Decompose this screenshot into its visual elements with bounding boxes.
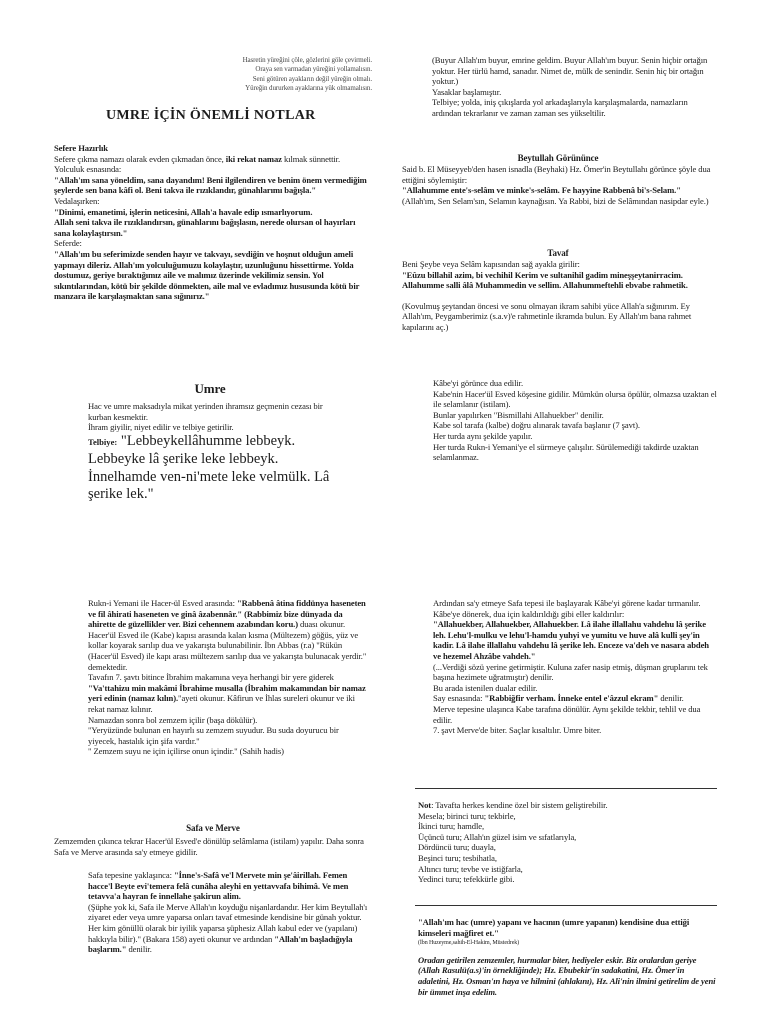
tavaf-section [402, 259, 720, 333]
telbiye-text: "Lebbeykellâhumme lebbeyk. Lebbeyke lâ şerike leke lebbeyk. İnnelhamde ven-ni'mete leke velmülk. Lâ şerike lek." [88, 432, 330, 503]
note-line: Mesela; birinci turu; tekbirle, [418, 810, 516, 821]
hadith-source: (İbn Huzeyme,sahih-El-Hakim, Müstedrek) [418, 940, 520, 947]
page-title: UMRE İÇİN ÖNEMLİ NOTLAR [106, 108, 316, 123]
beytullah-prayer: "Allahumme ente's-selâm ve minke's-selâm. Fe hayyine Rabbenâ bi's-Selam." [402, 185, 681, 196]
sefere-prayer: Allah seni takva ile rızıklandırsın, günahlarını bağışlasın, nerede olursan ol hayırları sana kolaylaştırsın." [54, 217, 356, 238]
sai-text: Ardından sa'y etmeye Safa tepesi ile başlayarak Kâbe'yi görene kadar tırmanılır. Kâbe'ye dönerek, dua için kaldırıldığı gibi eller kaldırılır: [433, 598, 701, 619]
sai-meaning: (...Verdiği sözü yerine getirmiştir. Kuluna zafer nasip etmiş, düşman gruplarını tek başına hezimete uğratmıştır) denilir. [433, 661, 708, 683]
tavaf-step: Bunlar yapılırken "Bismillahi Allahuekber" denilir. [433, 409, 604, 420]
telbiye-label: Telbiye: [88, 436, 118, 447]
beytullah-meaning: (Allah'ım, Sen Selam'sın, Selamın kaynağısın. Ya Rabbi, bizi de Selâmından nasipdar eyle.) [402, 195, 709, 206]
telbiye [88, 433, 344, 504]
sai-section [433, 598, 718, 736]
hadith-section [418, 917, 716, 997]
beytullah-text: Said b. El Müseyyeb'den hasen isnadla (Beyhaki) Hz. Ömer'in Beytullahı görünce şöyle dua ettiğini söylemiştir: [402, 164, 711, 185]
zemzem-hadith: " Zemzem suyu ne için içilirse onun içindir." (Sahih hadis) [88, 746, 284, 757]
rukn-section [88, 598, 368, 757]
note-line: İkinci turu; hamdle, [418, 821, 485, 832]
sefere-prayer: "Allah'ım sana yöneldim, sana dayandım! Beni ilgilendiren ve benim önem vermediğim şeylerde sen bana kâfi ol. Beni takva ile rızıklandır, günahlarımı bağışla." [54, 174, 367, 196]
note-line: Altıncı turu; tevbe ve istiğfarla, [418, 863, 523, 874]
sefere-text: Seferde: [54, 238, 82, 249]
sefere-text: Sefere çıkma namazı olarak evden çıkmadan önce, iki rekat namaz kılmak sünnettir. [54, 153, 341, 164]
multezem-text: Hacer'ül Esved ile (Kabe) kapısı arasında kalan kısma (Mültezem) göğüs, yüz ve kollar koyarak sarılıp dua ve yakarışta bulunabilinir. İbn Abbas (r.a) "Rükün (Hacer'ül Esved) ile kapı arası mültezem sarılıp dua ve yakarışta bulunacak yerdir." demektedir. [88, 629, 367, 672]
beytullah-section [402, 164, 714, 206]
sai-prayer: "Allahuekber, Allahuekber, Allahuekber. Lâ ilahe illallahu vahdehu lâ şerike leh. Lehu'l-mulku ve lehu'l-hamdu yuhyi ve yumitu ve huve alâ kulli şey'in kadir. Lâ ilahe illallahu vahdehu lâ şerike leh. Enceze va'deh ve nasara abdeh ve hezemel Ahzâbe vahdeh." [433, 619, 709, 661]
beytullah-heading: Beytullah Görününce [517, 153, 599, 163]
tavaf-step: Her turda Rukn-i Yemani'ye el sürmeye çalışılır. Sürülemediği takdirde uzaktan selamlanmaz. [433, 441, 699, 463]
umre-text: İhram giyilir, niyet edilir ve telbiye getirilir. [88, 422, 234, 433]
umre-text: Hac ve umre maksadıyla mikat yerinden ihramsız geçmenin cezası bir kurban kesmektir. [88, 401, 323, 422]
sefere-text: Yolculuk esnasında: [54, 164, 122, 175]
sefere-prayer: "Allah'ım bu seferimizde senden hayır ve takvayı, sevdiğin ve hoşnut olduğun ameli yapmayı dileriz. Allah'ım yolculuğumuzu kolaylaştır, uzunluğunu hissettirme. Yolda dostumuz, geriye bıraktığımız aile ve malımız üzerinde vekilimiz sensin. Yol sıkıntılarından, kötü bir şekilde dönmekten, aile mal ve evladımız hususunda kötü bir manzara ile karşılaşmaktan sana sığınırız." [54, 248, 360, 302]
note-intro: Not: Tavafta herkes kendine özel bir sistem geliştirebilir. [418, 800, 608, 810]
zemzem-hadith: "Yeryüzünde bulunan en hayırlı su zemzem suyudur. Bu suda doyurucu bir yiyecek, hastalık için şifa vardır." [88, 725, 339, 746]
sai-text: Merve tepesine ulaşınca Kabe tarafına dönülür. Aynı şekilde tekbir, tehlil ve dua edilir. [433, 703, 701, 725]
safa-section [88, 870, 370, 955]
zemzem-text: Namazdan sonra bol zemzem içilir (başa dökülür). [88, 714, 258, 725]
safa-text: Zemzemden çıkınca tekrar Hacer'ül Esved'e dönülüp selâmlama (istilam) yapılır. Daha sonra Safa ve Merve arasında sa'y etmeye gidilir. [54, 836, 364, 857]
sai-text: Bu arada istenilen dualar edilir. [433, 682, 538, 693]
tavaf-step: Kabe sol tarafa (kalbe) doğru alınarak tavafa başlanır (7 şavt). [433, 420, 640, 431]
tavaf-prayer: "Eûzu billahil azim, bi vechihil Kerim ve sultanihil gadim mineşşeytanirracim. [402, 269, 683, 280]
tavaf-meaning: (Kovulmuş şeytandan öncesi ve sonu olmayan ikram sahibi yüce Allah'a sığınırım. Ey Allah'ım, Peygamberimiz (s.a.v)'e rahmetinle ikramda bulun. Ey Allah'ım bana rahmet kapılarını aç.) [402, 300, 692, 332]
tavaf-heading: Tavaf [547, 248, 569, 258]
divider [415, 905, 717, 906]
poem-line: Yüreğin dururken ayaklarına yük olmamalısın. [245, 84, 372, 93]
tavaf-steps [433, 378, 718, 463]
sai-text: 7. şavt Merve'de biter. Saçlar kısaltılır. Umre biter. [433, 725, 602, 736]
hadith-quote: "Allah'ım hac (umre) yapanı ve hacının (umre yapanın) kendisine dua ettiği kimseleri mağfiret et." [418, 917, 690, 938]
umre-section [88, 401, 344, 504]
tavaf-text: Beni Şeybe veya Selâm kapısından sağ ayakla girilir: [402, 259, 580, 269]
sefere-text: Vedalaşırken: [54, 195, 100, 206]
makam-text: Tavafın 7. şavtı bitince İbrahim makamına veya herhangi bir yere giderek "Va'ttahizu min makâmi İbrahime musalla (İbrahim makamından bir namaz yeri edinin (namaz kılın)."ayeti okunur. Kâfirun ve İhlas sureleri okunur ve iki rekat namaz kılınır. [88, 672, 366, 714]
note-line: Beşinci turu; tesbihatla, [418, 852, 497, 863]
poem-line: Hasretin yüreğini çöle, gözlerini göle çevirmeli. [242, 56, 372, 64]
sefere-prayer: "Dinimi, emanetimi, işlerin neticesini, Allah'a havale edip ısmarlıyorum. [54, 206, 313, 217]
meaning-text: (Buyur Allah'ım buyur, emrine geldim. Buyur Allah'ım buyur. Senin hiçbir ortağın yoktur. Her türlü hamd, sanadır. Nimet de, mülk de senindir. Senin hiç bir ortağın yoktur.) [432, 55, 708, 87]
safa-intro [54, 836, 372, 857]
tavaf-step: Kâbe'yi görünce dua edilir. [433, 378, 524, 388]
note-line: Yedinci turu; tefekkürle gibi. [418, 874, 515, 885]
divider [415, 788, 717, 789]
note-line: Dördüncü turu; duayla, [418, 842, 496, 853]
telbiye-meaning [432, 55, 717, 119]
tavaf-step: Kabe'nin Hacer'ül Esved köşesine gidilir. Mümkün olursa öpülür, olmazsa uzaktan el ile selamlanır (istilam). [433, 388, 717, 410]
sefere-section [54, 143, 372, 302]
poem-line: Seni götüren ayakların değil yüreğin olmalı. [252, 74, 372, 83]
tavaf-prayer: Allahumme salli âlâ Muhammedin ve sellim. Allahummeftehli ebvabe rahmetik. [402, 280, 688, 291]
safa-heading: Safa ve Merve [186, 823, 240, 833]
poem [160, 56, 372, 94]
safa-meaning: (Şüphe yok ki, Safa ile Merve Allah'ın koyduğu nişanlardandır. Her kim Beytullah'ı ziyaret eder veya umre yaparsa onları tavaf etmesinde kendisine bir günah yoktur. Her kim gönüllü olarak bir iyilik yaparsa şüphesiz Allah kabul eder ve (yapılanı) hakkıyla bilir)." (Bakara 158) ayeti okunur ve ardından "Allah'ın başladığıyla başlarım." denilir. [88, 901, 368, 955]
rukn-text: Rukn-i Yemani ile Hacer-ül Esved arasında: "Rabbenâ âtina fiddünya haseneten ve fil âhirati haseneten ve ginâ âzabennâr." (Rabbimiz bize dünyada da ahirette de güzellikler ver. Bizi cehennem azabından koru.) duası okunur. [88, 598, 366, 630]
umre-heading: Umre [194, 381, 226, 396]
telbiye-note: Telbiye; yolda, iniş çıkışlarda yol arkadaşlarıyla karşılaşmalarda, namazların ardından tekrarlanır ve zaman zaman ses yükseltilir. [432, 97, 688, 118]
safa-verse: Safa tepesine yaklaşınca: "İnne's-Safâ ve'l Mervete min şe'âirillah. Femen hacce'l Beyte evi'temera felâ cunâha aleyhi en yettavvafa bihimâ. Ve men tetavva'a hayran fe innellahe şakirun alim. [88, 870, 349, 902]
poem-line: Oraya sen varmadan yüreğini yollamalısın. [255, 65, 372, 74]
note-section [418, 800, 714, 885]
note-line: Üçüncü turu; Allah'ın güzel isim ve sıfatlarıyla, [418, 831, 577, 842]
sai-text: Say esnasında: "Rabbiğfir verham. İnneke entel e'âzzul ekram" denilir. [433, 693, 684, 704]
tavaf-step: Her turda aynı şekilde yapılır. [433, 430, 533, 441]
closing-text: Oradan getirilen zemzemler, hurmalar biter, hediyeler eskir. Biz oralardan geriye (Allah Rasulü(a.s)'in örnekliğinde); Hz. Ebubekir'in sadakatini, Hz. Ömer'in adaletini, Hz. Osman'ın haya ve hilmini (ahlakını), Hz. Ali'nin ilmini getirelim de yeni bir ümmet inşa edelim. [418, 954, 716, 997]
sefere-heading: Sefere Hazırlık [54, 143, 108, 153]
restrictions-text: Yasaklar başlamıştır. [432, 86, 502, 97]
